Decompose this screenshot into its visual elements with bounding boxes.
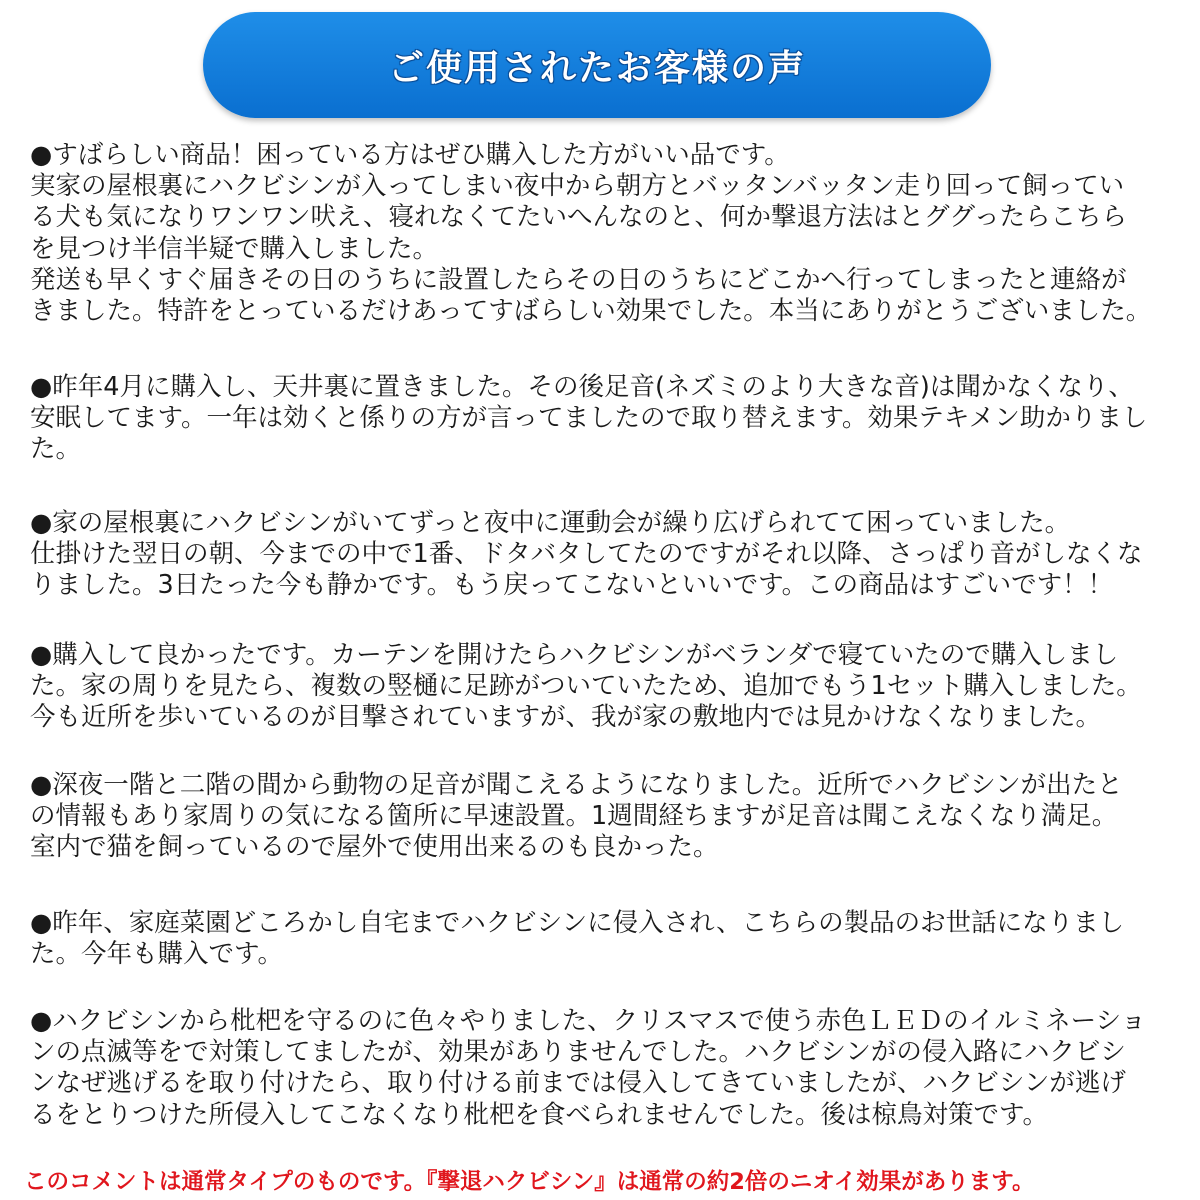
- page-title: ご使用されたお客様の声: [387, 47, 806, 89]
- review-line: ●昨年、家庭菜園どころかし自宅までハクビシンに侵入され、こちらの製品のお世話になりまし: [30, 908, 1125, 938]
- review-line: た。家の周りを見たら、複数の竪樋に足跡がついていたため、追加でもう1セット購入しました。: [30, 671, 1142, 702]
- review-line: た。: [30, 434, 82, 465]
- review-line: ンの点滅等をで対策してましたが、効果がありませんでした。ハクビシンがの侵入路にハクビシ: [30, 1037, 1126, 1068]
- review-item: [30, 1006, 1146, 1131]
- review-line: 実家の屋根裏にハクビシンが入ってしまい夜中から朝方とバッタンバッタン走り回って飼ってい: [30, 171, 1125, 202]
- review-line: を見つけ半信半疑で購入しました。: [30, 233, 439, 264]
- review-item: [30, 640, 1142, 734]
- review-line: ●ハクビシンから枇杷を守るのに色々やりました、クリスマスで使う赤色ＬＥＤのイルミネーショ: [30, 1006, 1147, 1036]
- review-line: ●購入して良かったです。カーテンを開けたらハクビシンがベランダで寝ていたので購入しまし: [30, 640, 1119, 670]
- review-item: [30, 770, 1123, 864]
- review-line: ●家の屋根裏にハクビシンがいてずっと夜中に運動会が繰り広げられてて困っていました。: [30, 508, 1071, 538]
- review-line: 発送も早くすぐ届きその日のうちに設置したらその日のうちにどこかへ行ってしまったと連絡が: [30, 264, 1127, 295]
- review-item: [30, 908, 1124, 970]
- review-line: ●深夜一階と二階の間から動物の足音が聞こえるようになりました。近所でハクビシンが出たと: [30, 770, 1123, 800]
- review-line: るをとりつけた所侵入してこなくなり枇杷を食べられませんでした。後は椋鳥対策です。: [30, 1099, 1048, 1130]
- review-line: りました。3日たった今も静かです。もう戻ってこないといいです。この商品はすごいです！！: [30, 570, 1114, 601]
- review-item: [30, 508, 1142, 602]
- review-line: の情報もあり家周りの気になる箇所に早速設置。1週間経ちますが足音は聞こえなくなり満足。: [30, 801, 1118, 832]
- review-line: ●昨年4月に購入し、天井裏に置きました。その後足音(ネズミのより大きな音)は聞かなくなり、: [30, 372, 1134, 402]
- review-line: 仕掛けた翌日の朝、今までの中で1番、ドタバタしてたのですがそれ以降、さっぱり音がしなくな: [30, 539, 1143, 570]
- review-item: [30, 140, 1151, 327]
- review-line: ●すばらしい商品！困っている方はぜひ購入した方がいい品です。: [30, 140, 790, 170]
- review-item: [30, 372, 1147, 466]
- header-banner: [203, 12, 991, 118]
- review-line: きました。特許をとっているだけあってすばらしい効果でした。本当にありがとうございました。: [30, 296, 1152, 327]
- review-line: 室内で猫を飼っているので屋外で使用出来るのも良かった。: [30, 832, 719, 863]
- review-line: 安眠してます。一年は効くと係りの方が言ってましたので取り替えます。効果テキメン助かりまし: [30, 403, 1148, 434]
- review-line: た。今年も購入です。: [30, 939, 283, 970]
- review-line: ンなぜ逃げるを取り付けたら、取り付ける前までは侵入してきていましたが、ハクビシンが逃げ: [30, 1068, 1126, 1099]
- review-line: 今も近所を歩いているのが目撃されていますが、我が家の敷地内では見かけなくなりました。: [30, 702, 1102, 733]
- review-line: る犬も気になりワンワン吠え、寝れなくてたいへんなのと、何か撃退方法はとググったらこちら: [30, 202, 1128, 233]
- footer-note: このコメントは通常タイプのものです。『撃退ハクビシン』は通常の約2倍のニオイ効果があります。: [24, 1169, 1035, 1195]
